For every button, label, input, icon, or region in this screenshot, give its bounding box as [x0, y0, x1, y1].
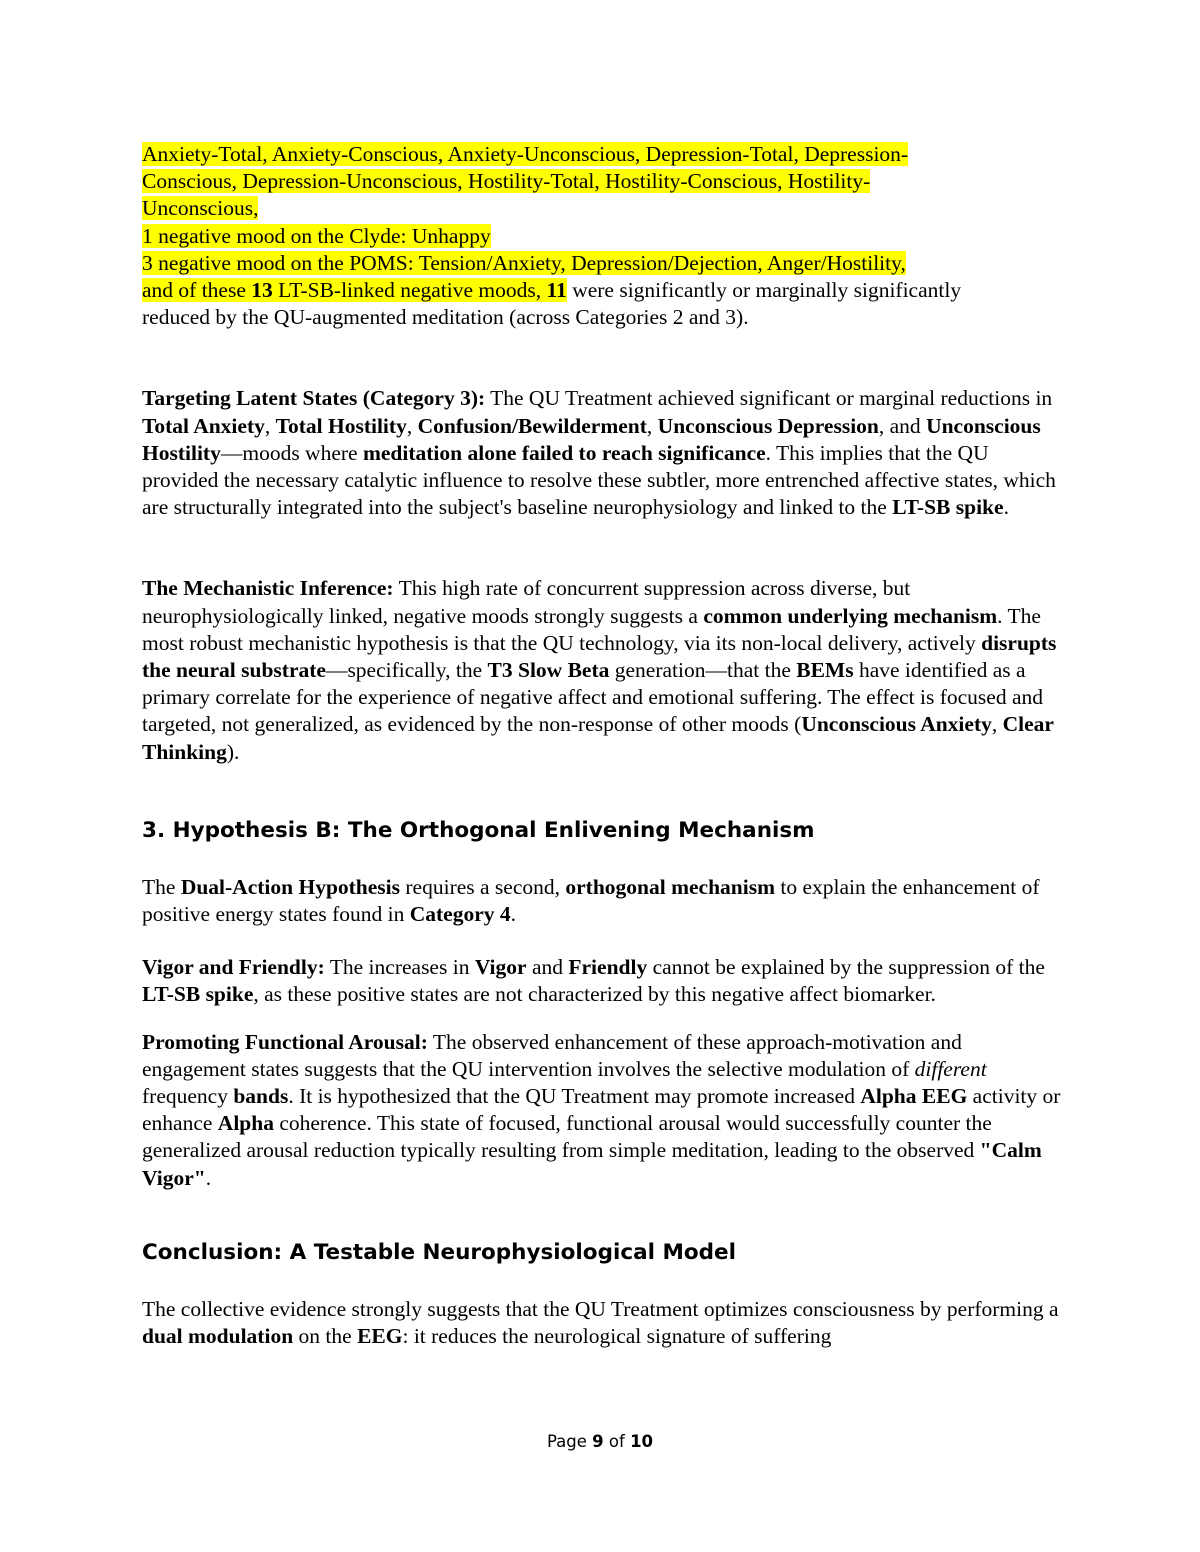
- paragraph-lead-in: Vigor and Friendly:: [142, 955, 325, 980]
- paragraph-conclusion: [142, 1296, 1062, 1350]
- body-text: ,: [646, 413, 658, 438]
- body-text: The increases in: [324, 955, 475, 980]
- paragraph-lead-in: Targeting Latent States (Category 3):: [142, 386, 486, 411]
- page-of-label: of: [603, 1432, 631, 1451]
- body-text: , as these positive states are not characterized by this negative affect biomarker.: [253, 982, 936, 1007]
- bold-term: dual modulation: [142, 1324, 294, 1349]
- body-text: , and: [878, 413, 927, 438]
- bold-count: 11: [546, 278, 567, 303]
- highlight-line: 3 negative mood on the POMS: Tension/Anxiety, Depression/Dejection, Anger/Hostility,: [142, 250, 906, 275]
- body-text: .: [510, 902, 516, 927]
- bold-term: Alpha EEG: [860, 1084, 968, 1109]
- body-text: ,: [264, 413, 276, 438]
- body-text: : it reduces the neurological signature of suffering: [402, 1324, 832, 1349]
- highlight-text: and of these: [142, 278, 252, 303]
- body-text: The: [142, 874, 181, 899]
- body-text: cannot be explained by the suppression of the: [647, 955, 1045, 980]
- body-text: have identified as a primary correlate for the experience of negative affect and emotional suffering. The effect is focused and targeted, not generalized, as evidenced by the non-response of other moods (: [142, 658, 1044, 737]
- paragraph-vigor-friendly: [142, 954, 1062, 1008]
- bold-term: LT-SB spike: [892, 495, 1004, 520]
- body-text: on the: [293, 1324, 358, 1349]
- body-text: . It is hypothesized that the QU Treatment may promote increased: [288, 1084, 861, 1109]
- body-text: . The most robust mechanistic hypothesis is that the QU technology, via its non-local delivery, actively: [142, 603, 1041, 655]
- bold-term: common underlying mechanism: [703, 603, 998, 628]
- page-number: 9: [592, 1432, 604, 1451]
- highlighted-mood-list: [142, 141, 1062, 331]
- bold-term: Unconscious Anxiety: [801, 712, 992, 737]
- bold-term: T3 Slow Beta: [487, 658, 610, 683]
- bold-term: orthogonal mechanism: [565, 874, 776, 899]
- body-text: The QU Treatment achieved significant or marginal reductions in: [485, 386, 1053, 411]
- paragraph-mechanistic-inference: [142, 575, 1062, 765]
- section-heading-hypothesis-b: 3. Hypothesis B: The Orthogonal Enlivening Mechanism: [142, 817, 815, 843]
- bold-term: Vigor: [474, 955, 527, 980]
- body-text: The collective evidence strongly suggests that the QU Treatment optimizes consciousness by performing a: [142, 1296, 1059, 1321]
- body-text: ).: [226, 739, 240, 764]
- italic-term: different: [914, 1056, 987, 1081]
- body-text: ,: [991, 712, 1003, 737]
- bold-term: Clear Thinking: [142, 712, 1054, 764]
- bold-term: Friendly: [568, 955, 648, 980]
- highlight-line: 1 negative mood on the Clyde: Unhappy: [142, 223, 491, 248]
- paragraph-functional-arousal: [142, 1029, 1062, 1192]
- bold-term: EEG: [357, 1324, 403, 1349]
- body-text: .: [205, 1165, 212, 1190]
- bold-term: Total Hostility: [275, 413, 407, 438]
- page-total: 10: [630, 1432, 654, 1451]
- bold-term: LT-SB spike: [142, 982, 254, 1007]
- bold-term: bands: [233, 1084, 289, 1109]
- highlight-line: Anxiety-Total, Anxiety-Conscious, Anxiety-Unconscious, Depression-Total, Depression-: [142, 142, 909, 166]
- section-heading-conclusion: Conclusion: A Testable Neurophysiological Model: [142, 1239, 736, 1265]
- bold-term: Total Anxiety: [142, 413, 265, 438]
- body-text: coherence. This state of focused, functional arousal would successfully counter the generalized arousal reduction typically resulting from simple meditation, leading to the observed: [142, 1111, 992, 1163]
- bold-term: Unconscious Depression: [657, 413, 879, 438]
- body-text: . This implies that the QU provided the necessary catalytic influence to resolve these subtler, more entrenched affective states, which are structurally integrated into the subject's baseline neurophysiology and linked to the: [142, 440, 1056, 520]
- body-text: —moods where: [220, 440, 363, 465]
- bold-term: "Calm Vigor": [142, 1138, 1042, 1190]
- highlight-text: LT-SB-linked negative moods,: [272, 278, 547, 303]
- paragraph-lead-in: Promoting Functional Arousal:: [142, 1029, 428, 1054]
- page-content: [142, 141, 1062, 1350]
- page-footer: [0, 1432, 1200, 1451]
- paragraph-dual-action: [142, 874, 1062, 928]
- bold-term: Confusion/Bewilderment: [417, 413, 647, 438]
- page-label: Page: [546, 1432, 593, 1451]
- bold-term: Alpha: [217, 1111, 274, 1136]
- bold-term: BEMs: [796, 658, 854, 683]
- body-text: were significantly or marginally significantly: [566, 278, 962, 303]
- body-text: —specifically, the: [325, 658, 488, 683]
- body-text: frequency: [142, 1084, 234, 1109]
- body-text: reduced by the QU-augmented meditation (across Categories 2 and 3).: [142, 305, 749, 330]
- body-text: This high rate of concurrent suppression across diverse, but neurophysiologically linked, negative moods strongly suggests a: [142, 576, 911, 628]
- paragraph-targeting-latent-states: [142, 385, 1062, 521]
- paragraph-lead-in: The Mechanistic Inference:: [142, 576, 394, 601]
- bold-term: Dual-Action Hypothesis: [180, 874, 401, 899]
- body-text: generation—that the: [609, 658, 797, 683]
- highlight-line: Conscious, Depression-Unconscious, Hostility-Total, Hostility-Conscious, Hostility-: [142, 169, 871, 194]
- body-text: requires a second,: [400, 874, 566, 899]
- bold-term: meditation alone failed to reach significance: [362, 440, 766, 465]
- highlight-line: Unconscious,: [142, 196, 259, 221]
- body-text: activity or enhance: [142, 1084, 1061, 1136]
- body-text: to explain the enhancement of positive energy states found in: [142, 874, 1040, 927]
- bold-count: 13: [251, 278, 273, 303]
- body-text: ,: [406, 413, 418, 438]
- bold-term: disrupts the neural substrate: [142, 630, 1057, 683]
- body-text: .: [1003, 495, 1009, 520]
- body-text: and: [526, 955, 569, 980]
- bold-term: Unconscious Hostility: [142, 413, 1041, 465]
- body-text: The observed enhancement of these approach-motivation and engagement states suggests that the QU intervention involves the selective modulation of: [142, 1029, 962, 1081]
- bold-term: Category 4: [409, 902, 511, 927]
